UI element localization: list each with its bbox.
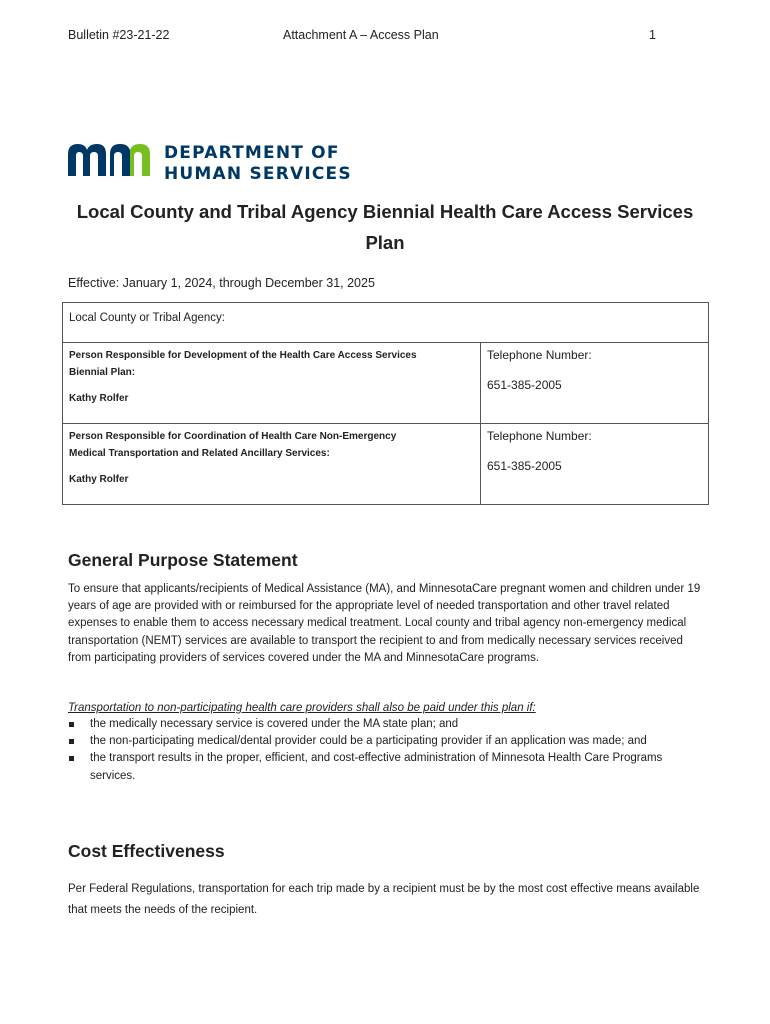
list-item: the transport results in the proper, efficient, and cost-effective administration of Minnesota Health Care Programs services. bbox=[68, 750, 708, 784]
cost-effectiveness-text: Per Federal Regulations, transportation for each trip made by a recipient must be by the most cost effective means available that meets the needs of the recipient. bbox=[68, 883, 700, 916]
responsible-label-cont: Medical Transportation and Related Ancillary Services: bbox=[69, 448, 330, 459]
transport-conditions-list bbox=[68, 716, 708, 785]
list-item: the medically necessary service is covered under the MA state plan; and bbox=[68, 716, 708, 733]
responsible-label-cont: Biennial Plan: bbox=[69, 367, 136, 378]
responsible-label: Person Responsible for Development of the Health Care Access Services bbox=[69, 350, 417, 361]
logo-line-1: DEPARTMENT OF bbox=[164, 143, 340, 163]
responsible-label: Person Responsible for Coordination of Health Care Non-Emergency bbox=[69, 431, 397, 442]
mn-logo-mark-icon bbox=[68, 144, 106, 176]
list-item: the non-participating medical/dental provider could be a participating provider if an application was made; and bbox=[68, 733, 708, 750]
cost-effectiveness-heading: Cost Effectiveness bbox=[68, 841, 225, 861]
table-row bbox=[63, 343, 709, 424]
effective-dates: Effective: January 1, 2024, through December 31, 2025 bbox=[68, 276, 375, 290]
agency-field: Local County or Tribal Agency: bbox=[63, 303, 709, 343]
telephone-number: 651-385-2005 bbox=[487, 459, 562, 473]
responsible-person: Kathy Rolfer bbox=[69, 474, 129, 485]
bulletin-number: Bulletin #23-21-22 bbox=[68, 28, 170, 42]
page-number: 1 bbox=[649, 28, 656, 42]
table-row bbox=[63, 424, 709, 505]
page-title: Local County and Tribal Agency Biennial Health Care Access Services Plan bbox=[76, 201, 694, 253]
telephone-label: Telephone Number: bbox=[487, 348, 592, 362]
contact-table bbox=[62, 302, 709, 505]
attachment-title: Attachment A – Access Plan bbox=[283, 28, 439, 42]
dhs-logo bbox=[68, 140, 378, 182]
general-purpose-text: To ensure that applicants/recipients of Medical Assistance (MA), and MinnesotaCare pregnant women and children under 19 years of age are provided with or reimbursed for the appropriate level of needed transportation and other travel related expenses to enable them to access necessary medical treatment. Local county and tribal agency non-emergency medical transportation (NEMT) services are available to transport the recipient to and from medically necessary services received from participating providers of services covered under the MA and MinnesotaCare programs. bbox=[68, 583, 701, 664]
transport-conditions-intro: Transportation to non-participating health care providers shall also be paid under this plan if: bbox=[68, 702, 536, 714]
general-purpose-heading: General Purpose Statement bbox=[68, 550, 298, 570]
telephone-label: Telephone Number: bbox=[487, 429, 592, 443]
telephone-number: 651-385-2005 bbox=[487, 378, 562, 392]
logo-line-2: HUMAN SERVICES bbox=[164, 164, 352, 182]
responsible-person: Kathy Rolfer bbox=[69, 393, 129, 404]
